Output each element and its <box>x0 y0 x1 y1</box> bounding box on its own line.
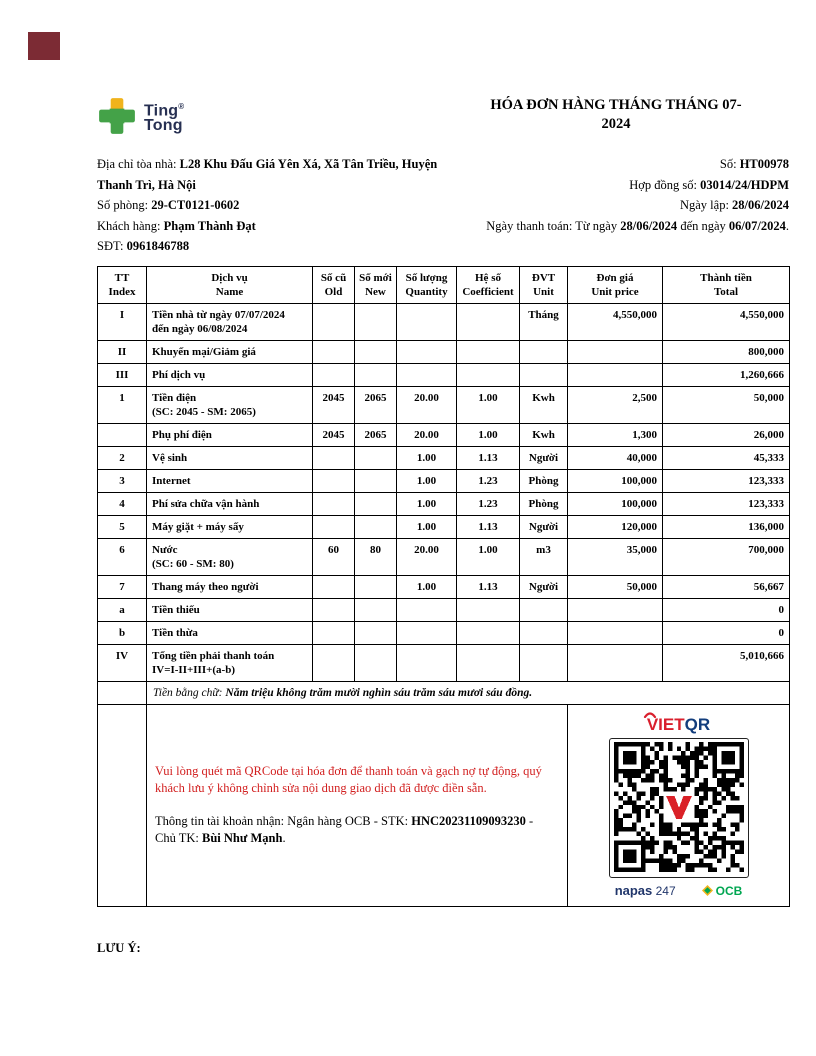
cell-quantity: 1.00 <box>397 515 457 538</box>
table-row <box>98 386 790 423</box>
cell-coefficient: 1.00 <box>457 386 520 423</box>
info-right <box>454 154 789 257</box>
col-unit: ĐVT Unit <box>520 266 568 303</box>
table-row <box>98 340 790 363</box>
payment-end: . <box>785 218 789 233</box>
issue-date-line <box>454 195 789 216</box>
col-name: Dịch vụ Name <box>147 266 313 303</box>
cell-quantity: 20.00 <box>397 423 457 446</box>
cell-unit <box>520 340 568 363</box>
cell-old <box>313 469 355 492</box>
qr-instruction-text: Vui lòng quét mã QRCode tại hóa đơn để thanh toán và gạch nợ tự động, quý khách lưu ý không chỉnh sửa nội dung giao dịch đã được điền sẵn. <box>155 764 542 795</box>
qr-row-tt-cell <box>98 704 147 906</box>
napas-logo <box>615 884 676 898</box>
cell-unit: Kwh <box>520 423 568 446</box>
amount-in-words-cell <box>147 681 790 704</box>
contract-label: Hợp đồng số: <box>629 177 701 192</box>
cell-unit-price: 1,300 <box>568 423 663 446</box>
contract-line <box>454 175 789 196</box>
contract-value: 03014/24/HDPM <box>700 177 789 192</box>
corner-mark <box>28 32 60 60</box>
ocb-logo <box>702 884 743 898</box>
cell-unit: Người <box>520 515 568 538</box>
table-header <box>98 266 790 303</box>
cell-coefficient <box>457 363 520 386</box>
cell-unit: Tháng <box>520 303 568 340</box>
service-name: Tiền thiếu <box>152 603 200 616</box>
cell-old <box>313 446 355 469</box>
cell-unit-price: 50,000 <box>568 575 663 598</box>
header <box>97 94 789 138</box>
table-row <box>98 515 790 538</box>
issue-date-value: 28/06/2024 <box>732 198 789 212</box>
cell-tt: a <box>98 598 147 621</box>
cell-unit <box>520 598 568 621</box>
phone-label: SĐT: <box>97 239 127 253</box>
service-name: Tiền thừa <box>152 626 198 639</box>
ocb-text: OCB <box>715 883 743 898</box>
cell-name <box>147 363 313 386</box>
cell-new: 80 <box>355 538 397 575</box>
service-name: Phí sửa chữa vận hành <box>152 497 260 510</box>
col-tt: TT Index <box>98 266 147 303</box>
cell-total: 45,333 <box>663 446 790 469</box>
address-line <box>97 154 449 195</box>
cell-name <box>147 469 313 492</box>
cell-unit: Người <box>520 575 568 598</box>
service-name-line2: (SC: 2045 - SM: 2065) <box>152 405 256 418</box>
vietqr-logo <box>647 711 710 735</box>
cell-new <box>355 492 397 515</box>
cell-total: 56,667 <box>663 575 790 598</box>
payment-mid-label: đến ngày <box>677 218 729 233</box>
cell-coefficient <box>457 340 520 363</box>
vietqr-arc-icon <box>643 710 657 718</box>
cell-name <box>147 621 313 644</box>
service-name: Internet <box>152 474 191 487</box>
table-row <box>98 423 790 446</box>
invoice-number-line <box>454 154 789 175</box>
cell-tt: 3 <box>98 469 147 492</box>
address-label: Địa chỉ tòa nhà: <box>97 157 180 171</box>
room-label: Số phòng: <box>97 198 152 212</box>
cell-quantity: 1.00 <box>397 469 457 492</box>
cell-unit-price: 35,000 <box>568 538 663 575</box>
qr-note-cell <box>147 704 568 906</box>
payment-logos <box>568 884 789 898</box>
cell-tt: 4 <box>98 492 147 515</box>
qr-code-cell <box>568 704 790 906</box>
table-row <box>98 538 790 575</box>
issue-date-label: Ngày lập: <box>679 198 733 212</box>
cell-new <box>355 644 397 681</box>
cell-tt: 5 <box>98 515 147 538</box>
account-mid: - Chủ TK: <box>155 814 534 845</box>
service-name-line2: IV=I-II+III+(a-b) <box>152 663 235 676</box>
cell-name <box>147 423 313 446</box>
cell-quantity <box>397 598 457 621</box>
service-name: Thang máy theo người <box>152 580 259 593</box>
invoice-info <box>97 154 789 257</box>
cell-quantity <box>397 621 457 644</box>
table-footer-rows <box>98 681 790 906</box>
cell-quantity: 20.00 <box>397 386 457 423</box>
cell-old: 2045 <box>313 386 355 423</box>
col-total: Thành tiền Total <box>663 266 790 303</box>
tingtong-logo <box>97 94 184 138</box>
service-name: Nước <box>152 543 178 556</box>
cell-new <box>355 340 397 363</box>
cell-old <box>313 621 355 644</box>
cell-new <box>355 515 397 538</box>
cell-new <box>355 469 397 492</box>
account-number: HNC20231109093230 <box>411 814 526 828</box>
cell-tt: III <box>98 363 147 386</box>
cell-old <box>313 340 355 363</box>
cell-coefficient <box>457 644 520 681</box>
invoice-content <box>97 94 789 956</box>
ocb-icon <box>702 885 713 896</box>
cell-quantity <box>397 363 457 386</box>
qr-code <box>609 738 749 878</box>
words-row-tt-cell <box>98 681 147 704</box>
cell-coefficient: 1.13 <box>457 446 520 469</box>
payment-label: Ngày thanh toán: Từ ngày <box>486 218 621 233</box>
service-name: Phụ phí điện <box>152 428 212 441</box>
cell-name <box>147 598 313 621</box>
payment-from-date: 28/06/2024 <box>620 218 678 233</box>
cell-unit-price <box>568 340 663 363</box>
cell-unit-price: 2,500 <box>568 386 663 423</box>
room-line <box>97 195 449 216</box>
payment-to-date: 06/07/2024 <box>728 218 786 233</box>
footer-note: LƯU Ý: <box>97 940 141 955</box>
cell-tt: 6 <box>98 538 147 575</box>
col-new: Số mới New <box>355 266 397 303</box>
cell-name <box>147 492 313 515</box>
cell-total: 0 <box>663 621 790 644</box>
napas-text: napas <box>614 882 653 898</box>
cell-total: 700,000 <box>663 538 790 575</box>
phone-value: 0961846788 <box>126 239 190 253</box>
cell-quantity: 1.00 <box>397 492 457 515</box>
service-name-line2: (SC: 60 - SM: 80) <box>152 557 234 570</box>
invoice-number-label: Số: <box>719 157 740 171</box>
cell-unit-price <box>568 598 663 621</box>
cell-old <box>313 492 355 515</box>
header-row <box>98 266 790 303</box>
cell-name <box>147 386 313 423</box>
cell-old <box>313 515 355 538</box>
cell-coefficient: 1.13 <box>457 515 520 538</box>
cell-old: 2045 <box>313 423 355 446</box>
cell-tt: II <box>98 340 147 363</box>
cell-total: 800,000 <box>663 340 790 363</box>
cell-name <box>147 644 313 681</box>
cell-total: 1,260,666 <box>663 363 790 386</box>
col-coefficient: Hệ số Coefficient <box>457 266 520 303</box>
cell-unit: Phòng <box>520 469 568 492</box>
cell-total: 5,010,666 <box>663 644 790 681</box>
cell-tt <box>98 423 147 446</box>
cell-unit-price <box>568 363 663 386</box>
cell-new <box>355 621 397 644</box>
table-row <box>98 492 790 515</box>
cell-total: 26,000 <box>663 423 790 446</box>
cell-quantity: 1.00 <box>397 575 457 598</box>
cell-old <box>313 598 355 621</box>
room-value: 29-CT0121-0602 <box>151 198 240 212</box>
cell-name <box>147 303 313 340</box>
cell-total: 123,333 <box>663 492 790 515</box>
cell-tt: IV <box>98 644 147 681</box>
col-quantity: Số lượng Quantity <box>397 266 457 303</box>
table-row <box>98 446 790 469</box>
cell-name <box>147 515 313 538</box>
cell-new <box>355 446 397 469</box>
cell-new <box>355 575 397 598</box>
account-end: . <box>282 831 286 845</box>
table-row <box>98 469 790 492</box>
cell-coefficient: 1.23 <box>457 469 520 492</box>
cell-old <box>313 303 355 340</box>
cell-coefficient: 1.13 <box>457 575 520 598</box>
cell-coefficient <box>457 303 520 340</box>
cell-new <box>355 303 397 340</box>
cell-quantity <box>397 644 457 681</box>
service-name: Máy giặt + máy sấy <box>152 520 244 533</box>
cell-new: 2065 <box>355 423 397 446</box>
cell-old <box>313 363 355 386</box>
cell-new <box>355 363 397 386</box>
cell-unit <box>520 363 568 386</box>
cell-quantity <box>397 303 457 340</box>
cell-total: 4,550,000 <box>663 303 790 340</box>
table-row <box>98 575 790 598</box>
cell-new <box>355 598 397 621</box>
table-row <box>98 644 790 681</box>
cell-unit-price: 120,000 <box>568 515 663 538</box>
service-name: Khuyến mại/Giảm giá <box>152 345 256 358</box>
cell-total: 0 <box>663 598 790 621</box>
cell-coefficient <box>457 621 520 644</box>
amount-words-value: Năm triệu không trăm mười nghìn sáu trăm sáu mươi sáu đồng. <box>225 686 533 699</box>
cell-old <box>313 644 355 681</box>
qr-code-image <box>614 742 744 872</box>
cell-quantity: 20.00 <box>397 538 457 575</box>
amount-in-words-row <box>98 681 790 704</box>
cell-unit-price: 40,000 <box>568 446 663 469</box>
napas-247: 247 <box>655 883 676 898</box>
tingtong-wordmark <box>144 99 184 133</box>
cell-name <box>147 575 313 598</box>
cell-total: 50,000 <box>663 386 790 423</box>
cell-quantity <box>397 340 457 363</box>
cell-unit-price <box>568 644 663 681</box>
cell-name <box>147 446 313 469</box>
cell-coefficient <box>457 598 520 621</box>
invoice-table <box>97 266 790 907</box>
cell-new: 2065 <box>355 386 397 423</box>
logo-line1: Ting <box>144 102 179 120</box>
amount-words-label: Tiền bằng chữ: <box>153 686 226 699</box>
registered-mark: ® <box>178 101 185 111</box>
table-row <box>98 621 790 644</box>
cell-tt: 7 <box>98 575 147 598</box>
table-row <box>98 363 790 386</box>
service-name-line2: đến ngày 06/08/2024 <box>152 322 248 335</box>
col-old: Số cũ Old <box>313 266 355 303</box>
customer-label: Khách hàng: <box>97 218 164 233</box>
cell-coefficient: 1.23 <box>457 492 520 515</box>
table-row <box>98 303 790 340</box>
cell-tt: I <box>98 303 147 340</box>
cell-coefficient: 1.00 <box>457 538 520 575</box>
cell-tt: b <box>98 621 147 644</box>
service-name: Tiền điện <box>152 391 197 404</box>
cell-total: 123,333 <box>663 469 790 492</box>
address-value: L28 Khu Đấu Giá Yên Xá, Xã Tân Triều, Huyện Thanh Trì, Hà Nội <box>97 157 438 192</box>
account-holder: Bùi Như Mạnh <box>202 831 283 845</box>
cell-unit-price: 100,000 <box>568 469 663 492</box>
invoice-number-value: HT00978 <box>739 157 789 171</box>
service-name: Phí dịch vụ <box>152 368 206 381</box>
customer-value: Phạm Thành Đạt <box>163 218 256 233</box>
cell-unit: Kwh <box>520 386 568 423</box>
cell-quantity: 1.00 <box>397 446 457 469</box>
cell-name <box>147 538 313 575</box>
cell-old <box>313 575 355 598</box>
customer-line <box>97 216 449 237</box>
info-left <box>97 154 449 257</box>
cell-unit-price <box>568 621 663 644</box>
table-row <box>98 598 790 621</box>
account-prefix: Thông tin tài khoản nhận: Ngân hàng OCB - STK: <box>155 814 412 828</box>
cell-old: 60 <box>313 538 355 575</box>
tingtong-logo-icon <box>97 96 137 136</box>
vietqr-qr-text: QR <box>684 714 711 734</box>
cell-unit-price: 4,550,000 <box>568 303 663 340</box>
vietqr-viet-text: VIET <box>646 714 685 734</box>
qr-row <box>98 704 790 906</box>
payment-date-line <box>454 216 789 237</box>
cell-name <box>147 340 313 363</box>
cell-tt: 2 <box>98 446 147 469</box>
service-name: Tiền nhà từ ngày 07/07/2024 <box>152 308 285 321</box>
cell-unit <box>520 644 568 681</box>
cell-unit <box>520 621 568 644</box>
cell-unit: m3 <box>520 538 568 575</box>
service-name: Vệ sinh <box>152 451 188 464</box>
phone-line <box>97 236 449 257</box>
cell-total: 136,000 <box>663 515 790 538</box>
logo-line2: Tong <box>144 117 183 135</box>
service-name: Tổng tiền phải thanh toán <box>152 649 275 662</box>
cell-tt: 1 <box>98 386 147 423</box>
invoice-title: HÓA ĐƠN HÀNG THÁNG THÁNG 07-2024 <box>490 97 742 132</box>
cell-unit: Người <box>520 446 568 469</box>
cell-unit: Phòng <box>520 492 568 515</box>
account-info <box>155 813 551 847</box>
cell-coefficient: 1.00 <box>457 423 520 446</box>
col-unit-price: Đơn giá Unit price <box>568 266 663 303</box>
table-body <box>98 303 790 681</box>
cell-unit-price: 100,000 <box>568 492 663 515</box>
